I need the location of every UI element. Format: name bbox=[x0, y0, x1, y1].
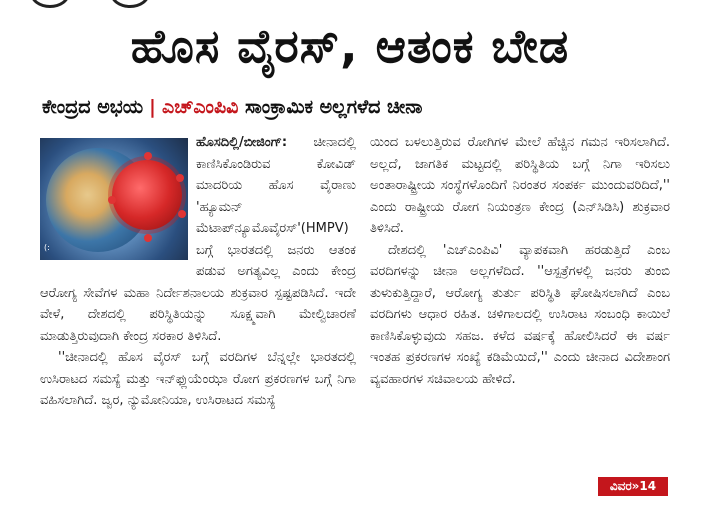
paragraph-3: ಯಿಂದ ಬಳಲುತ್ತಿರುವ ರೋಗಿಗಳ ಮೇಲೆ ಹೆಚ್ಚಿನ ಗಮನ ಇರಿಸಲಾಗಿದೆ. ಅಲ್ಲದೆ, ಜಾಗತಿಕ ಮಟ್ಟದಲ್ಲಿ ಪರಿಸ್ಥಿತಿಯ ಬಗ್ಗೆ ನಿಗಾ ಇರಿಸಲು ಅಂತಾರಾಷ್ಟ್ರೀಯ ಸಂಸ್ಥೆಗಳೊಂದಿಗೆ ನಿರಂತರ ಸಂಪರ್ಕ ಮುಂದುವರಿದಿದೆ,'' ಎಂದು ರಾಷ್ಟ್ರೀಯ ರೋಗ ನಿಯಂತ್ರಣ ಕೇಂದ್ರ (ಎನ್‌ಸಿಡಿಸಿ) ಶುಕ್ರವಾರ ತಿಳಿಸಿದೆ. bbox=[370, 135, 670, 236]
logo-arc-left bbox=[30, 0, 70, 8]
dateline: ಹೊಸದಿಲ್ಲಿ/ಬೀಜಿಂಗ್: bbox=[196, 135, 288, 150]
virus-icon bbox=[112, 160, 182, 230]
article-column-right bbox=[370, 132, 670, 390]
paragraph-1-text: ಚೀನಾದಲ್ಲಿ ಕಾಣಿಸಿಕೊಂಡಿರುವ ಕೋವಿಡ್ ಮಾದರಿಯ ಹೊಸ ವೈರಾಣು 'ಹ್ಯೂಮನ್ ಮೆಟಾಪ್‌ನ್ಯೂಮೊವೈರಸ್'(HMPV) ಬಗ್ಗೆ ಭಾರತದಲ್ಲಿ ಜನರು ಆತಂಕ ಪಡುವ ಅಗತ್ಯವಿಲ್ಲ ಎಂದು ಕೇಂದ್ರ ಆರೋಗ್ಯ ಸೇವೆಗಳ ಮಹಾ ನಿರ್ದೇಶನಾಲಯ ಶುಕ್ರವಾರ ಸ್ಪಷ್ಟಪಡಿಸಿದೆ. ಇದೇ ವೇಳೆ, ದೇಶದಲ್ಲಿ ಪರಿಸ್ಥಿತಿಯನ್ನು ಸೂಕ್ಷ್ಮವಾಗಿ ಮೇಲ್ವಿಚಾರಣೆ ಮಾಡುತ್ತಿರುವುದಾಗಿ ಕೇಂದ್ರ ಸರಕಾರ ತಿಳಿಸಿದೆ. bbox=[40, 135, 356, 344]
masthead-decoration bbox=[0, 0, 706, 8]
continued-on-page-tag[interactable]: ವಿವರ»14 bbox=[598, 477, 668, 496]
article-column-left bbox=[40, 132, 356, 412]
logo-arc-right bbox=[110, 0, 150, 8]
paragraph-2: ''ಚೀನಾದಲ್ಲಿ ಹೊಸ ವೈರಸ್ ಬಗ್ಗೆ ವರದಿಗಳ ಬೆನ್ನಲ್ಲೇ ಭಾರತದಲ್ಲಿ ಉಸಿರಾಟದ ಸಮಸ್ಯೆ ಮತ್ತು ಇನ್‌ಫ್ಲುಯೆಂಝಾ ರೋಗ ಪ್ರಕರಣಗಳ ಬಗ್ಗೆ ನಿಗಾ ವಹಿಸಲಾಗಿದೆ. ಜ್ವರ, ನ್ಯುಮೋನಿಯಾ, ಉಸಿರಾಟದ ಸಮಸ್ಯೆ bbox=[40, 350, 356, 408]
subhead-part3: ಸಾಂಕ್ರಾಮಿಕ ಅಲ್ಲಗಳೆದ ಚೀನಾ bbox=[245, 96, 423, 118]
image-caption: (: bbox=[44, 242, 50, 252]
subhead-highlight: ಎಚ್‌ಎಂಪಿವಿ bbox=[162, 96, 239, 118]
headline: ಹೊಸ ವೈರಸ್, ಆತಂಕ ಬೇಡ bbox=[130, 19, 570, 73]
virus-globe-image bbox=[40, 138, 188, 260]
subhead-part1: ಕೇಂದ್ರದ ಅಭಯ bbox=[42, 96, 144, 118]
paragraph-4: ದೇಶದಲ್ಲಿ 'ಎಚ್‌ಎಂಪಿವಿ' ವ್ಯಾಪಕವಾಗಿ ಹರಡುತ್ತಿದೆ ಎಂಬ ವರದಿಗಳನ್ನು ಚೀನಾ ಅಲ್ಲಗಳೆದಿದೆ. ''ಆಸ್ಪತ್ರೆಗಳಲ್ಲಿ ಜನರು ತುಂಬಿ ತುಳುಕುತ್ತಿದ್ದಾರೆ, ಆರೋಗ್ಯ ತುರ್ತು ಪರಿಸ್ಥಿತಿ ಘೋಷಿಸಲಾಗಿದೆ ಎಂಬ ವರದಿಗಳು ಆಧಾರ ರಹಿತ. ಚಳಿಗಾಲದಲ್ಲಿ ಉಸಿರಾಟ ಸಂಬಂಧಿ ಕಾಯಿಲೆ ಕಾಣಿಸಿಕೊಳ್ಳುವುದು ಸಹಜ. ಕಳೆದ ವರ್ಷಕ್ಕೆ ಹೋಲಿಸಿದರೆ ಈ ವರ್ಷ ಇಂತಹ ಪ್ರಕರಣಗಳ ಸಂಖ್ಯೆ ಕಡಿಮೆಯಿದೆ,'' ಎಂದು ಚೀನಾದ ವಿದೇಶಾಂಗ ವ್ಯವಹಾರಗಳ ಸಚಿವಾಲಯ ಹೇಳಿದೆ. bbox=[370, 242, 670, 387]
subheadline bbox=[42, 93, 682, 121]
subhead-separator: | bbox=[149, 96, 156, 118]
